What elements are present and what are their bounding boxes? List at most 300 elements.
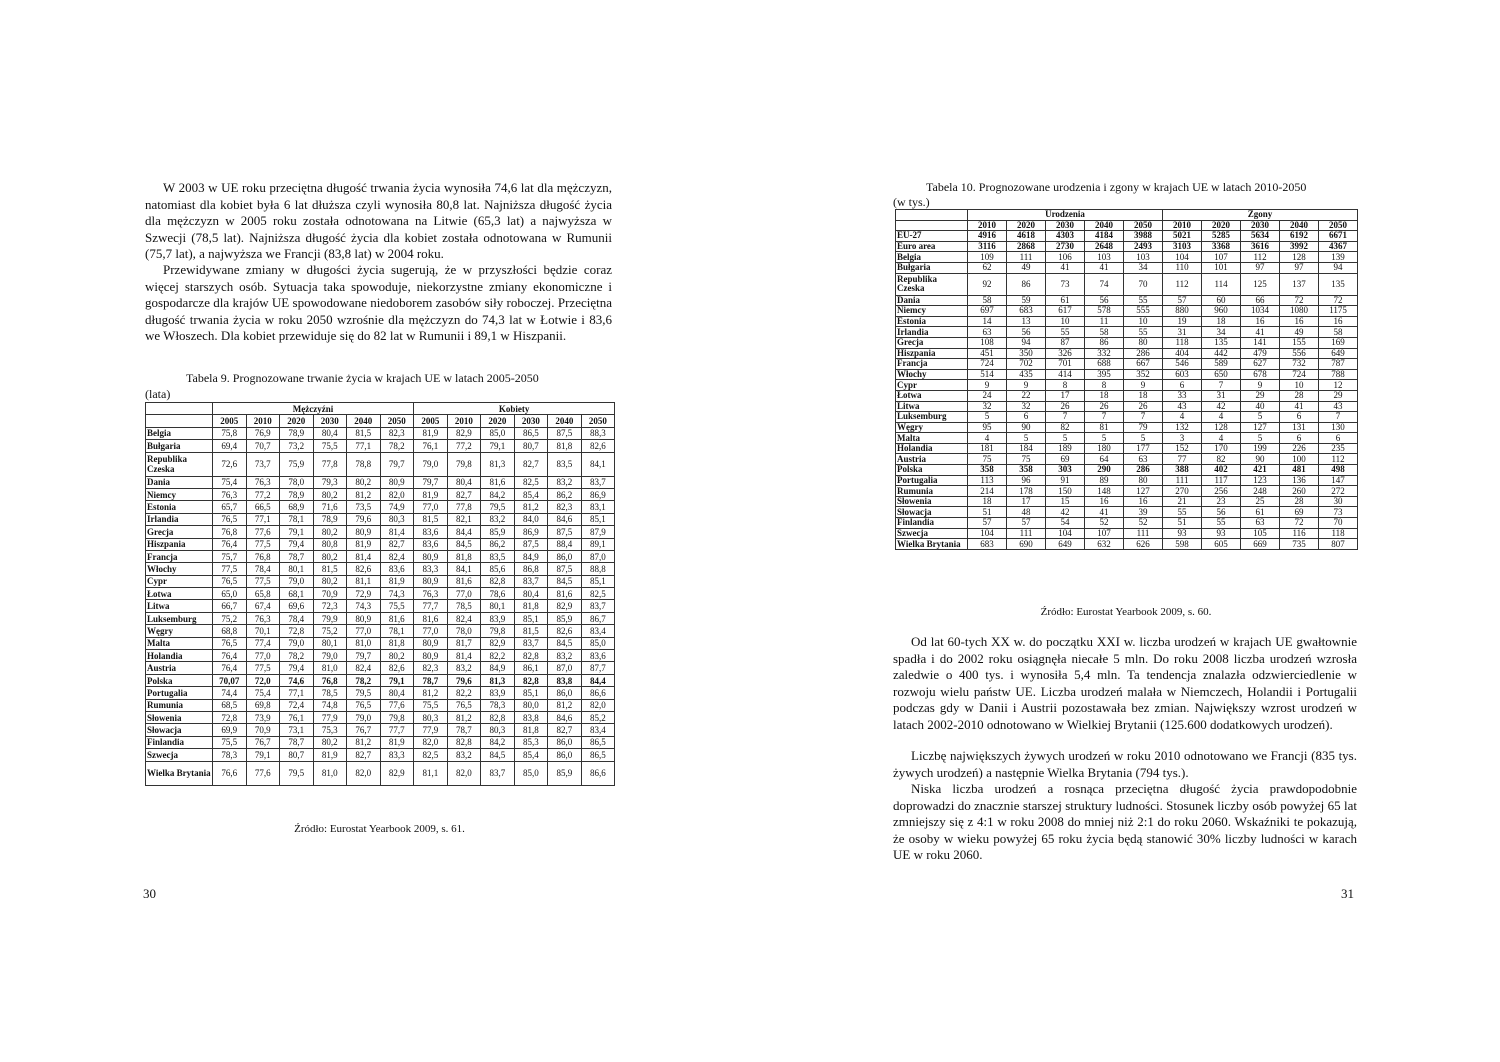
- table10-value-cell: 141: [1241, 337, 1280, 348]
- table9-value-cell: 66,5: [246, 501, 280, 513]
- table9-value-cell: 85,4: [514, 488, 548, 500]
- table10-value-cell: 31: [1202, 390, 1241, 401]
- table9-value-cell: 82,4: [380, 550, 414, 562]
- table10-value-cell: 479: [1241, 348, 1280, 359]
- table9-value-cell: 82,7: [447, 488, 481, 500]
- table10-value-cell: 155: [1280, 337, 1319, 348]
- table10-value-cell: 442: [1202, 348, 1241, 359]
- table9-value-cell: 84,5: [548, 637, 582, 649]
- table9-value-cell: 81,9: [414, 488, 448, 500]
- table9-header-men: Mężczyźni: [213, 403, 414, 415]
- table9-value-cell: 82,9: [548, 600, 582, 612]
- table10-value-cell: 97: [1241, 262, 1280, 273]
- table10-country-cell: Polska: [896, 465, 968, 476]
- table9-years-row: [146, 415, 615, 427]
- table9-country-cell: Rumunia: [146, 699, 213, 711]
- table9-header-blank: [146, 403, 213, 415]
- table9-header-women: Kobiety: [414, 403, 615, 415]
- table9-country-cell: Bułgaria: [146, 440, 213, 452]
- table10-value-cell: 16: [1319, 316, 1358, 327]
- table10-value-cell: 2648: [1085, 241, 1124, 252]
- table9-value-cell: 82,4: [347, 662, 381, 674]
- table10-value-cell: 111: [1007, 528, 1046, 539]
- table9-value-cell: 83,7: [514, 575, 548, 587]
- table10-value-cell: 181: [968, 443, 1007, 454]
- table10-value-cell: 627: [1241, 359, 1280, 370]
- table9-value-cell: 78,2: [347, 674, 381, 686]
- table10-value-cell: 788: [1319, 369, 1358, 380]
- table10-value-cell: 80: [1124, 337, 1163, 348]
- table9-value-cell: 86,0: [548, 736, 582, 748]
- table9-value-cell: 75,5: [213, 736, 247, 748]
- table9-row: [146, 476, 615, 488]
- table10-value-cell: 603: [1163, 369, 1202, 380]
- table9-year-header: 2050: [581, 415, 615, 427]
- table10-value-cell: 556: [1280, 348, 1319, 359]
- table10-value-cell: 4916: [968, 231, 1007, 242]
- table9-value-cell: 78,1: [280, 513, 314, 525]
- table9-value-cell: 83,2: [548, 650, 582, 662]
- table9-value-cell: 76,8: [246, 550, 280, 562]
- table9-value-cell: 80,3: [414, 711, 448, 723]
- table10-country-cell: Szwecja: [896, 528, 968, 539]
- table9-value-cell: 81,3: [481, 452, 515, 476]
- table10-value-cell: 7: [1319, 412, 1358, 423]
- table10-value-cell: 7: [1202, 380, 1241, 391]
- table10-value-cell: 270: [1163, 486, 1202, 497]
- table10-row: [896, 241, 1358, 252]
- table9-country-cell: Wielka Brytania: [146, 761, 213, 785]
- table10-value-cell: 724: [1280, 369, 1319, 380]
- table10-value-cell: 5: [1241, 433, 1280, 444]
- table10-value-cell: 108: [968, 337, 1007, 348]
- table10-value-cell: 180: [1085, 443, 1124, 454]
- births-paragraph: Od lat 60-tych XX w. do początku XXI w. liczba urodzeń w krajach UE gwałtownie spadła i do 2002 roku osiągnęła niecałe 5 mln. Do roku 2008 liczba urodzeń wzrosła zaledwie o 400 tys. i wynosiła 5,4 mln. Ta tendencja znalazła odzwierciedlenie w rozwoju wielu państw UE. Liczba urodzeń malała w Niemczech, Holandii i Portugalii podczas gdy w Danii i Austrii pozostawała bez zmian. Największy wzrost urodzeń w latach 2002-2010 odnotowano w Wielkiej Brytanii (125.600 dodatkowych urodzeń).: [893, 634, 1357, 732]
- table10-row: [896, 528, 1358, 539]
- table9-value-cell: 86,2: [548, 488, 582, 500]
- table9-row: [146, 526, 615, 538]
- table10-value-cell: 735: [1280, 539, 1319, 550]
- table10-value-cell: 72: [1319, 295, 1358, 306]
- table9-year-header: 2005: [414, 415, 448, 427]
- table9-value-cell: 80,3: [481, 724, 515, 736]
- table10-value-cell: 350: [1007, 348, 1046, 359]
- table10-value-cell: 43: [1163, 401, 1202, 412]
- table9-value-cell: 81,6: [481, 476, 515, 488]
- table9-value-cell: 79,8: [481, 625, 515, 637]
- table10-value-cell: 4303: [1046, 231, 1085, 242]
- table10-row: [896, 380, 1358, 391]
- table10-value-cell: 5634: [1241, 231, 1280, 242]
- table9-value-cell: 66,7: [213, 600, 247, 612]
- table10-value-cell: 8: [1085, 380, 1124, 391]
- table9-value-cell: 80,9: [414, 650, 448, 662]
- table9-value-cell: 82,8: [514, 650, 548, 662]
- table9-value-cell: 86,9: [514, 526, 548, 538]
- table9-value-cell: 75,4: [246, 687, 280, 699]
- table9-value-cell: 85,1: [514, 612, 548, 624]
- table9-value-cell: 82,5: [414, 749, 448, 761]
- table9-value-cell: 76,3: [246, 476, 280, 488]
- table9-value-cell: 80,1: [280, 563, 314, 575]
- table10-value-cell: 147: [1319, 475, 1358, 486]
- table10-source: Źródło: Eurostat Yearbook 2009, s. 60.: [1040, 606, 1212, 618]
- table9-value-cell: 84,1: [581, 452, 615, 476]
- table10-value-cell: 290: [1085, 465, 1124, 476]
- table9-body: [146, 427, 615, 785]
- table10-value-cell: 18: [1202, 316, 1241, 327]
- table9-value-cell: 88,4: [548, 538, 582, 550]
- table9-value-cell: 75,2: [213, 612, 247, 624]
- table10-value-cell: 70: [1319, 518, 1358, 529]
- table9-value-cell: 78,7: [414, 674, 448, 686]
- table9-value-cell: 75,7: [213, 550, 247, 562]
- table9-value-cell: 77,5: [246, 575, 280, 587]
- table10-value-cell: 112: [1241, 252, 1280, 263]
- table10-country-cell: Austria: [896, 454, 968, 465]
- table9-row: [146, 538, 615, 550]
- table10-value-cell: 127: [1241, 422, 1280, 433]
- table9-value-cell: 82,5: [514, 476, 548, 488]
- table9-value-cell: 65,0: [213, 588, 247, 600]
- table9-value-cell: 76,4: [213, 662, 247, 674]
- table10-value-cell: 10: [1280, 380, 1319, 391]
- table10-value-cell: 1175: [1319, 306, 1358, 317]
- table10-value-cell: 18: [968, 496, 1007, 507]
- table10-value-cell: 118: [1319, 528, 1358, 539]
- table9-country-cell: Łotwa: [146, 588, 213, 600]
- table9-row: [146, 600, 615, 612]
- table9-value-cell: 85,1: [581, 513, 615, 525]
- table10-value-cell: 86: [1007, 273, 1046, 295]
- table9-value-cell: 81,6: [447, 575, 481, 587]
- table9-row: [146, 711, 615, 723]
- table10-value-cell: 5285: [1202, 231, 1241, 242]
- table10-value-cell: 55: [1163, 507, 1202, 518]
- table9-country-cell: Portugalia: [146, 687, 213, 699]
- table9-value-cell: 82,0: [447, 761, 481, 785]
- table9-value-cell: 80,9: [347, 612, 381, 624]
- table9-value-cell: 74,8: [313, 699, 347, 711]
- table9-country-cell: Malta: [146, 637, 213, 649]
- table10-value-cell: 73: [1046, 273, 1085, 295]
- table10-value-cell: 10: [1124, 316, 1163, 327]
- table10-value-cell: 42: [1202, 401, 1241, 412]
- table9-value-cell: 85,2: [581, 711, 615, 723]
- table10-value-cell: 9: [1241, 380, 1280, 391]
- table10-value-cell: 177: [1124, 443, 1163, 454]
- ageing-paragraph: Niska liczba urodzeń a rosnąca przeciętna długość życia prawdopodobnie doprowadzi do znacznie starszej struktury ludności. Stosunek liczby osób powyżej 65 lat zmniejszy się z 4:1 w roku 2008 do mniej niż 2:1 do roku 2060. Wskaźniki te pokazują, że osoby w wieku powyżej 65 roku życia będą stanowić 30% liczby ludności w karach UE w roku 2060.: [893, 781, 1357, 862]
- table10-value-cell: 1034: [1241, 306, 1280, 317]
- table9-value-cell: 76,3: [213, 488, 247, 500]
- table10-value-cell: 96: [1007, 475, 1046, 486]
- table10-value-cell: 69: [1046, 454, 1085, 465]
- table9-value-cell: 83,3: [414, 563, 448, 575]
- table9-value-cell: 72,3: [313, 600, 347, 612]
- table9-value-cell: 81,4: [347, 550, 381, 562]
- table10-births-deaths: [895, 209, 1358, 550]
- table10-value-cell: 598: [1163, 539, 1202, 550]
- table9-value-cell: 80,4: [514, 588, 548, 600]
- table9-value-cell: 81,1: [414, 761, 448, 785]
- table9-value-cell: 73,9: [246, 711, 280, 723]
- table10-value-cell: 421: [1241, 465, 1280, 476]
- table9-value-cell: 82,0: [347, 761, 381, 785]
- table9-value-cell: 85,0: [481, 427, 515, 439]
- table10-value-cell: 56: [1007, 327, 1046, 338]
- table9-value-cell: 81,5: [347, 427, 381, 439]
- table10-value-cell: 41: [1085, 262, 1124, 273]
- table9-value-cell: 77,0: [347, 625, 381, 637]
- table9-value-cell: 75,5: [414, 699, 448, 711]
- table10-value-cell: 4: [1202, 433, 1241, 444]
- table9-value-cell: 87,5: [548, 526, 582, 538]
- table9-country-cell: Republika Czeska: [146, 452, 213, 476]
- table9-value-cell: 78,5: [447, 600, 481, 612]
- table9-country-cell: Estonia: [146, 501, 213, 513]
- table9-row: [146, 588, 615, 600]
- table9-value-cell: 81,2: [347, 488, 381, 500]
- table10-value-cell: 93: [1202, 528, 1241, 539]
- table10-value-cell: 451: [968, 348, 1007, 359]
- table9-value-cell: 81,5: [313, 563, 347, 575]
- table10-year-header: 2010: [968, 220, 1007, 231]
- table9-row: [146, 637, 615, 649]
- table10-value-cell: 12: [1319, 380, 1358, 391]
- table9-value-cell: 77,5: [246, 662, 280, 674]
- table10-value-cell: 94: [1319, 262, 1358, 273]
- table9-row: [146, 550, 615, 562]
- table9-year-header: 2050: [380, 415, 414, 427]
- table10-value-cell: 101: [1202, 262, 1241, 273]
- table9-value-cell: 68,5: [213, 699, 247, 711]
- table10-value-cell: 4367: [1319, 241, 1358, 252]
- table9-value-cell: 77,0: [414, 501, 448, 513]
- table10-value-cell: 150: [1046, 486, 1085, 497]
- table9-value-cell: 76,5: [347, 699, 381, 711]
- table10-value-cell: 286: [1124, 465, 1163, 476]
- table10-value-cell: 7: [1124, 412, 1163, 423]
- table10-value-cell: 272: [1319, 486, 1358, 497]
- table10-country-cell: Luksemburg: [896, 412, 968, 423]
- table9-value-cell: 82,9: [380, 761, 414, 785]
- table9-value-cell: 75,5: [380, 600, 414, 612]
- table9-value-cell: 81,8: [380, 637, 414, 649]
- table9-value-cell: 82,3: [414, 662, 448, 674]
- table9-country-cell: Holandia: [146, 650, 213, 662]
- table10-row: [896, 507, 1358, 518]
- table9-row: [146, 427, 615, 439]
- table10-country-cell: Słowenia: [896, 496, 968, 507]
- table9-row: [146, 749, 615, 761]
- table9-value-cell: 76,7: [347, 724, 381, 736]
- table9-header-blank: [146, 415, 213, 427]
- table10-value-cell: 89: [1085, 475, 1124, 486]
- table9-value-cell: 84,5: [447, 538, 481, 550]
- table10-value-cell: 632: [1085, 539, 1124, 550]
- table10-value-cell: 105: [1241, 528, 1280, 539]
- table10-value-cell: 112: [1319, 454, 1358, 465]
- table9-value-cell: 84,4: [581, 674, 615, 686]
- table9-value-cell: 83,9: [481, 612, 515, 624]
- table10-value-cell: 137: [1280, 273, 1319, 295]
- table10-value-cell: 135: [1319, 273, 1358, 295]
- table10-value-cell: 332: [1085, 348, 1124, 359]
- table10-value-cell: 97: [1280, 262, 1319, 273]
- table9-country-cell: Finlandia: [146, 736, 213, 748]
- table9-value-cell: 77,7: [414, 600, 448, 612]
- table10-value-cell: 26: [1124, 401, 1163, 412]
- table10-value-cell: 701: [1046, 359, 1085, 370]
- table10-row: [896, 273, 1358, 295]
- table10-value-cell: 61: [1241, 507, 1280, 518]
- table10-row: [896, 496, 1358, 507]
- table10-row: [896, 295, 1358, 306]
- table9-value-cell: 81,8: [514, 600, 548, 612]
- table9-value-cell: 85,3: [514, 736, 548, 748]
- table9-value-cell: 80,9: [414, 550, 448, 562]
- table10-value-cell: 23: [1202, 496, 1241, 507]
- table9-value-cell: 81,9: [347, 538, 381, 550]
- table9-value-cell: 80,2: [313, 575, 347, 587]
- table10-value-cell: 118: [1163, 337, 1202, 348]
- table10-value-cell: 286: [1124, 348, 1163, 359]
- table9-row: [146, 440, 615, 452]
- table10-value-cell: 57: [1007, 518, 1046, 529]
- table9-value-cell: 75,9: [280, 452, 314, 476]
- table9-value-cell: 78,3: [213, 749, 247, 761]
- table9-value-cell: 77,0: [414, 625, 448, 637]
- table9-value-cell: 85,6: [481, 563, 515, 575]
- table10-value-cell: 52: [1124, 518, 1163, 529]
- table9-value-cell: 73,5: [347, 501, 381, 513]
- table10-value-cell: 29: [1241, 390, 1280, 401]
- table9-value-cell: 83,5: [481, 550, 515, 562]
- table9-value-cell: 78,3: [481, 699, 515, 711]
- table10-value-cell: 90: [1007, 422, 1046, 433]
- table10-value-cell: 5021: [1163, 231, 1202, 242]
- table9-value-cell: 82,8: [481, 575, 515, 587]
- table9-value-cell: 75,2: [313, 625, 347, 637]
- table10-value-cell: 2730: [1046, 241, 1085, 252]
- table9-value-cell: 83,9: [481, 687, 515, 699]
- table9-value-cell: 77,9: [313, 711, 347, 723]
- table9-value-cell: 68,1: [280, 588, 314, 600]
- table10-value-cell: 103: [1085, 252, 1124, 263]
- table10-value-cell: 395: [1085, 369, 1124, 380]
- table9-value-cell: 80,9: [380, 476, 414, 488]
- table9-value-cell: 84,9: [481, 662, 515, 674]
- table10-value-cell: 110: [1163, 262, 1202, 273]
- table10-value-cell: 42: [1046, 507, 1085, 518]
- table10-value-cell: 131: [1280, 422, 1319, 433]
- table9-value-cell: 86,0: [548, 550, 582, 562]
- table9-country-cell: Szwecja: [146, 749, 213, 761]
- table9-value-cell: 80,7: [514, 440, 548, 452]
- table9-value-cell: 83,5: [548, 452, 582, 476]
- table10-value-cell: 104: [968, 528, 1007, 539]
- table9-value-cell: 86,6: [581, 761, 615, 785]
- table9-country-cell: Polska: [146, 674, 213, 686]
- table9-value-cell: 79,6: [347, 513, 381, 525]
- table10-value-cell: 7: [1085, 412, 1124, 423]
- table10-value-cell: 4618: [1007, 231, 1046, 242]
- table9-value-cell: 86,2: [481, 538, 515, 550]
- table10-country-cell: Francja: [896, 359, 968, 370]
- table10-value-cell: 683: [968, 539, 1007, 550]
- table10-value-cell: 90: [1241, 454, 1280, 465]
- table10-value-cell: 59: [1007, 295, 1046, 306]
- table10-value-cell: 481: [1280, 465, 1319, 476]
- table10-row: [896, 252, 1358, 263]
- table9-value-cell: 68,8: [213, 625, 247, 637]
- table10-value-cell: 132: [1163, 422, 1202, 433]
- table9-value-cell: 71,6: [313, 501, 347, 513]
- table10-value-cell: 52: [1085, 518, 1124, 529]
- table9-value-cell: 78,4: [246, 563, 280, 575]
- table9-value-cell: 77,2: [447, 440, 481, 452]
- table9-year-header: 2040: [548, 415, 582, 427]
- table9-value-cell: 78,7: [447, 724, 481, 736]
- table10-value-cell: 3116: [968, 241, 1007, 252]
- table9-value-cell: 81,0: [313, 761, 347, 785]
- table10-value-cell: 128: [1280, 252, 1319, 263]
- table9-row: [146, 687, 615, 699]
- table9-value-cell: 86,5: [581, 736, 615, 748]
- table9-value-cell: 70,7: [246, 440, 280, 452]
- table10-value-cell: 13: [1007, 316, 1046, 327]
- table9-row: [146, 612, 615, 624]
- table10-row: [896, 390, 1358, 401]
- table10-value-cell: 73: [1319, 507, 1358, 518]
- table10-value-cell: 650: [1202, 369, 1241, 380]
- table9-value-cell: 76,5: [213, 513, 247, 525]
- table9-value-cell: 79,1: [280, 526, 314, 538]
- table9-value-cell: 74,4: [213, 687, 247, 699]
- table10-value-cell: 498: [1319, 465, 1358, 476]
- table9-value-cell: 79,0: [313, 650, 347, 662]
- table10-value-cell: 1080: [1280, 306, 1319, 317]
- table10-country-cell: Estonia: [896, 316, 968, 327]
- table10-year-header: 2030: [1046, 220, 1085, 231]
- table9-country-cell: Słowenia: [146, 711, 213, 723]
- table9-value-cell: 76,1: [280, 711, 314, 723]
- table10-value-cell: 87: [1046, 337, 1085, 348]
- table10-value-cell: 22: [1007, 390, 1046, 401]
- table9-value-cell: 78,2: [280, 650, 314, 662]
- table10-country-cell: Bułgaria: [896, 262, 968, 273]
- table9-value-cell: 79,0: [347, 711, 381, 723]
- table9-value-cell: 82,8: [481, 711, 515, 723]
- table9-value-cell: 83,2: [481, 513, 515, 525]
- table9-value-cell: 87,9: [581, 526, 615, 538]
- table9-value-cell: 76,3: [246, 612, 280, 624]
- table9-value-cell: 83,7: [581, 476, 615, 488]
- table10-value-cell: 48: [1007, 507, 1046, 518]
- table9-value-cell: 77,4: [246, 637, 280, 649]
- table10-header-births: Urodzenia: [968, 210, 1163, 221]
- table9-value-cell: 83,8: [514, 711, 548, 723]
- table9-value-cell: 82,9: [481, 637, 515, 649]
- table10-value-cell: 136: [1280, 475, 1319, 486]
- table10-value-cell: 626: [1124, 539, 1163, 550]
- table9-value-cell: 79,0: [414, 452, 448, 476]
- table10-value-cell: 104: [1046, 528, 1085, 539]
- table9-value-cell: 82,7: [347, 749, 381, 761]
- table9-value-cell: 70,07: [213, 674, 247, 686]
- table9-value-cell: 77,7: [380, 724, 414, 736]
- table10-country-cell: Cypr: [896, 380, 968, 391]
